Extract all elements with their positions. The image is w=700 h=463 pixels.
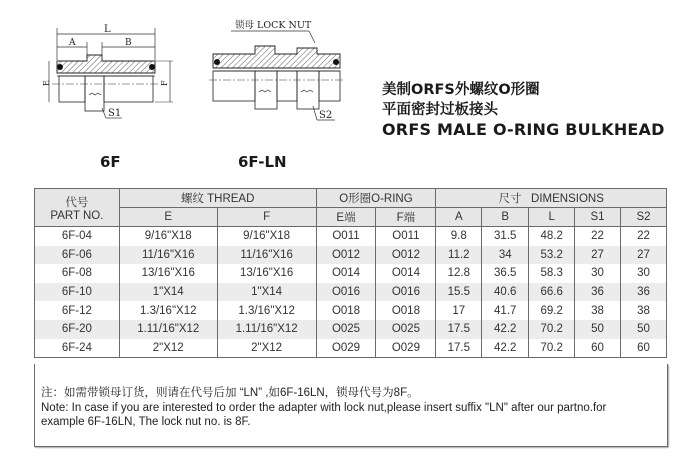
table-cell: 42.2 xyxy=(482,320,529,339)
title-en: ORFS MALE O-RING BULKHEAD xyxy=(382,120,665,139)
table-cell: 6F-08 xyxy=(35,264,120,283)
table-cell: 2"X12 xyxy=(217,339,316,358)
table-cell: 6F-24 xyxy=(35,339,120,358)
table-cell: O011 xyxy=(316,227,376,246)
table-cell: 58.3 xyxy=(529,264,575,283)
table-cell: 1"X14 xyxy=(119,283,217,302)
header-a: A xyxy=(436,208,482,227)
table-cell: 6F-10 xyxy=(35,283,120,302)
table-cell: O016 xyxy=(316,283,376,302)
table-cell: 38 xyxy=(621,301,667,320)
table-cell: 22 xyxy=(621,227,667,246)
table-cell: O014 xyxy=(316,264,376,283)
table-row xyxy=(35,264,667,283)
table-cell: 11/16"X16 xyxy=(217,246,316,265)
lock-nut-callout: 锁母 LOCK NUT xyxy=(235,20,312,31)
spec-table xyxy=(34,188,667,358)
table-row xyxy=(35,301,667,320)
note-en-line1: Note: In case if you are interested to order the adapter with lock nut,please insert suffix "LN" after our partno.for xyxy=(41,402,607,414)
model-label-6f: 6F xyxy=(100,153,121,171)
table-cell: 60 xyxy=(621,339,667,358)
table-cell: 22 xyxy=(575,227,621,246)
table-cell: O012 xyxy=(316,246,376,265)
table-cell: 1.3/16"X12 xyxy=(217,301,316,320)
table-cell: 66.6 xyxy=(529,283,575,302)
table-cell: 27 xyxy=(621,246,667,265)
header-f: F xyxy=(217,208,316,227)
dim-S2: S2 xyxy=(319,110,333,121)
table-cell: 41.7 xyxy=(482,301,529,320)
table-cell: O029 xyxy=(376,339,436,358)
header-s2: S2 xyxy=(621,208,667,227)
table-cell: 2"X12 xyxy=(119,339,217,358)
table-cell: 9/16"X18 xyxy=(119,227,217,246)
dim-S1: S1 xyxy=(108,108,122,119)
header-part-no: 代号 PART NO. xyxy=(35,189,120,227)
table-cell: 13/16"X16 xyxy=(119,264,217,283)
table-row xyxy=(35,339,667,358)
table-cell: 1.3/16"X12 xyxy=(119,301,217,320)
table-cell: 50 xyxy=(575,320,621,339)
table-cell: 1.11/16"X12 xyxy=(217,320,316,339)
table-cell: 11/16"X16 xyxy=(119,246,217,265)
table-cell: 31.5 xyxy=(482,227,529,246)
table-cell: O025 xyxy=(376,320,436,339)
table-cell: 69.2 xyxy=(529,301,575,320)
table-cell: 9/16"X18 xyxy=(217,227,316,246)
table-row xyxy=(35,320,667,339)
svg-text:F: F xyxy=(160,80,169,86)
table-cell: O018 xyxy=(376,301,436,320)
header-dimensions: 尺寸 DIMENSIONS xyxy=(436,189,667,208)
table-cell: 11.2 xyxy=(436,246,482,265)
table-cell: 70.2 xyxy=(529,320,575,339)
table-cell: 1.11/16"X12 xyxy=(119,320,217,339)
table-cell: 40.6 xyxy=(482,283,529,302)
header-f-end: F端 xyxy=(376,208,436,227)
table-cell: 36 xyxy=(575,283,621,302)
order-note xyxy=(34,364,668,447)
table-cell: O012 xyxy=(376,246,436,265)
table-cell: O014 xyxy=(376,264,436,283)
header-l: L xyxy=(529,208,575,227)
model-label-6f-ln: 6F-LN xyxy=(238,153,287,171)
table-cell: 70.2 xyxy=(529,339,575,358)
table-cell: 34 xyxy=(482,246,529,265)
table-row xyxy=(35,246,667,265)
title-cn-line1: 美制ORFS外螺纹O形圈 xyxy=(382,82,540,98)
table-cell: 1"X14 xyxy=(217,283,316,302)
header-s1: S1 xyxy=(575,208,621,227)
table-cell: 17.5 xyxy=(436,320,482,339)
fitting-6f-ln-drawing xyxy=(205,10,345,130)
table-cell: O016 xyxy=(376,283,436,302)
table-cell: 13/16"X16 xyxy=(217,264,316,283)
title-cn-line2: 平面密封过板接头 xyxy=(382,102,498,118)
table-cell: 9.8 xyxy=(436,227,482,246)
dim-L: L xyxy=(104,24,111,35)
table-row xyxy=(35,283,667,302)
note-en-line2: example 6F-16LN, The lock nut no. is 8F. xyxy=(41,416,251,428)
svg-text:E: E xyxy=(42,80,51,86)
table-cell: 30 xyxy=(621,264,667,283)
table-cell: 36.5 xyxy=(482,264,529,283)
fitting-6f-drawing xyxy=(40,20,180,130)
svg-text:A: A xyxy=(69,38,76,48)
table-cell: 60 xyxy=(575,339,621,358)
header-e: E xyxy=(119,208,217,227)
product-title xyxy=(382,80,665,140)
table-row xyxy=(35,227,667,246)
table-cell: O018 xyxy=(316,301,376,320)
header-e-end: E端 xyxy=(316,208,376,227)
table-cell: 36 xyxy=(621,283,667,302)
header-oring: O形圈O-RING xyxy=(316,189,436,208)
table-cell: 48.2 xyxy=(529,227,575,246)
table-cell: 6F-12 xyxy=(35,301,120,320)
table-cell: 17 xyxy=(436,301,482,320)
table-cell: O025 xyxy=(316,320,376,339)
table-cell: 6F-06 xyxy=(35,246,120,265)
table-cell: 6F-04 xyxy=(35,227,120,246)
table-cell: 27 xyxy=(575,246,621,265)
svg-text:B: B xyxy=(125,38,132,48)
note-cn: 注：如需带锁母订货，则请在代号后加 “LN” ,如6F-16LN，锁母代号为8F。 xyxy=(41,387,419,399)
header-b: B xyxy=(482,208,529,227)
table-cell: 50 xyxy=(621,320,667,339)
table-cell: 12.8 xyxy=(436,264,482,283)
table-cell: 53.2 xyxy=(529,246,575,265)
table-cell: 30 xyxy=(575,264,621,283)
table-cell: O011 xyxy=(376,227,436,246)
table-cell: 15.5 xyxy=(436,283,482,302)
table-cell: 6F-20 xyxy=(35,320,120,339)
table-cell: 38 xyxy=(575,301,621,320)
table-cell: 42.2 xyxy=(482,339,529,358)
table-cell: O029 xyxy=(316,339,376,358)
header-thread: 螺纹 THREAD xyxy=(119,189,316,208)
table-cell: 17.5 xyxy=(436,339,482,358)
